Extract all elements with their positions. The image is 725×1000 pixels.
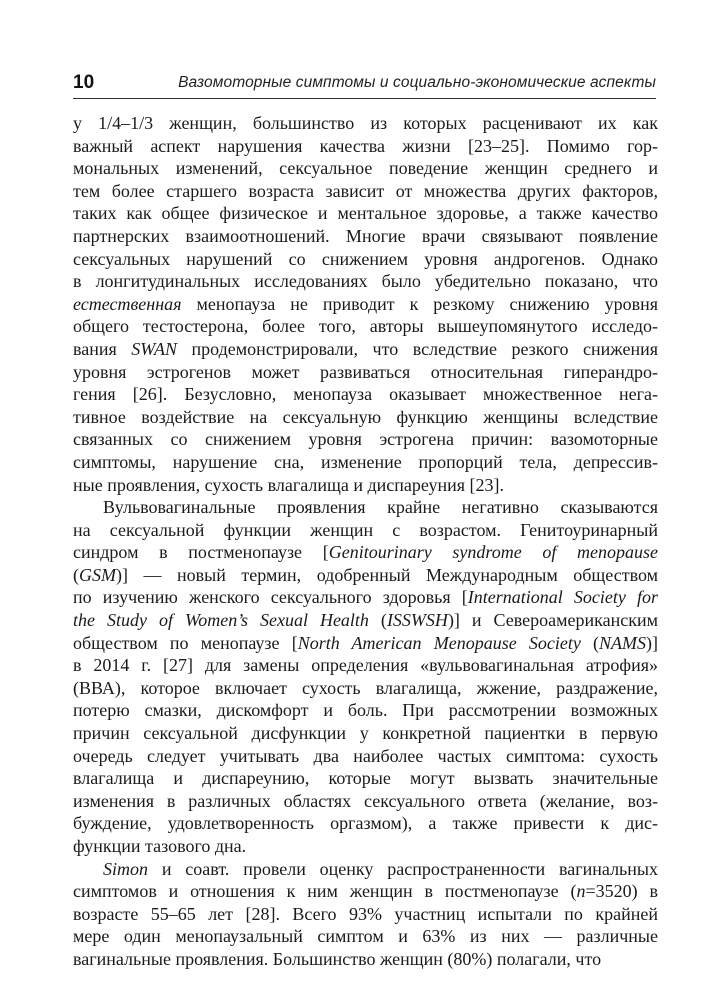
text-line bbox=[73, 880, 658, 903]
text-line bbox=[73, 835, 658, 858]
text-run: ные проявления, сухость влагалища и диспареуния [23]. bbox=[73, 474, 504, 495]
italic-text: NAMS bbox=[599, 632, 646, 653]
text-line bbox=[73, 361, 658, 384]
text-line bbox=[73, 180, 658, 203]
text-line bbox=[73, 564, 658, 587]
body-text bbox=[73, 112, 658, 971]
text-line bbox=[73, 451, 658, 474]
text-run: общего тестостерона, более того, авторы вышеупомянутого исследо- bbox=[73, 316, 658, 337]
text-run: )] bbox=[646, 632, 658, 653]
text-run: обществом по менопаузе [ bbox=[73, 632, 298, 653]
text-run: уровня эстрогенов может развиваться относительная гиперандро- bbox=[73, 361, 658, 382]
text-line bbox=[73, 586, 658, 609]
text-run: мере один менопаузальный симптом и 63% из них — различные bbox=[73, 926, 658, 947]
text-run: в лонгитудинальных исследованиях было убедительно показано, что bbox=[73, 271, 658, 292]
italic-text: Simon bbox=[103, 858, 148, 879]
text-run: сексуальных нарушений со снижением уровня андрогенов. Однако bbox=[73, 248, 658, 269]
text-line bbox=[73, 293, 658, 316]
text-run: продемонстрировали, что вследствие резкого снижения bbox=[177, 338, 658, 359]
text-line bbox=[73, 225, 658, 248]
text-run: синдром в постменопаузе [ bbox=[73, 542, 329, 563]
text-line bbox=[73, 677, 658, 700]
text-line bbox=[73, 632, 658, 655]
text-run: партнерских взаимоотношений. Многие врачи связывают появление bbox=[73, 225, 658, 246]
text-line bbox=[73, 812, 658, 835]
text-line bbox=[73, 790, 658, 813]
text-run: причин сексуальной дисфункции у конкретной пациентки в первую bbox=[73, 723, 658, 744]
italic-text: the Study of Women’s Sexual Health bbox=[73, 610, 369, 631]
text-run: таких как общее физическое и ментальное здоровье, а также качество bbox=[73, 203, 658, 224]
text-line bbox=[73, 406, 658, 429]
text-run: и соавт. провели оценку распространенности вагинальных bbox=[148, 858, 658, 879]
text-run: симптомы, нарушение сна, изменение пропорций тела, депрессив- bbox=[73, 451, 658, 472]
italic-text: North American Menopause Society bbox=[297, 632, 581, 653]
text-run: ( bbox=[368, 610, 387, 631]
text-run: гения [26]. Безусловно, менопауза оказывает множественное нега- bbox=[73, 384, 658, 405]
text-line bbox=[73, 112, 658, 135]
text-run: вания bbox=[73, 338, 132, 359]
text-run: )] — новый термин, одобренный Международным обществом bbox=[116, 564, 658, 585]
paragraph bbox=[73, 112, 658, 496]
text-line bbox=[73, 338, 658, 361]
text-run: тем более старшего возраста зависит от множества других факторов, bbox=[73, 180, 658, 201]
text-run: симптомов и отношения к ним женщин в постменопаузе ( bbox=[73, 881, 577, 902]
text-line bbox=[73, 428, 658, 451]
text-run: мональных изменений, сексуальное поведение женщин среднего и bbox=[73, 158, 658, 179]
text-run: потерю смазки, дискомфорт и боль. При рассмотрении возможных bbox=[73, 700, 658, 721]
italic-text: естественная bbox=[73, 293, 182, 314]
text-line bbox=[73, 315, 658, 338]
text-line bbox=[73, 474, 658, 497]
text-line bbox=[73, 925, 658, 948]
text-run: ( bbox=[73, 564, 79, 585]
header-rule bbox=[73, 98, 656, 99]
text-run: по изучению женского сексуального здоровья [ bbox=[73, 587, 468, 608]
text-line bbox=[73, 202, 658, 225]
italic-text: SWAN bbox=[131, 338, 178, 359]
page-header bbox=[73, 66, 656, 98]
text-line bbox=[73, 654, 658, 677]
italic-text: International Society for bbox=[467, 587, 658, 608]
running-title: Вазомоторные симптомы и социально-экономические аспекты bbox=[178, 74, 656, 91]
text-line bbox=[73, 903, 658, 926]
text-run: возрасте 55–65 лет [28]. Всего 93% участниц испытали по крайней bbox=[73, 903, 658, 924]
text-line bbox=[73, 767, 658, 790]
text-run: ( bbox=[580, 632, 599, 653]
page-number: 10 bbox=[73, 72, 95, 93]
text-run: (ВВА), которое включает сухость влагалища, жжение, раздражение, bbox=[73, 677, 658, 698]
paragraph bbox=[73, 858, 658, 971]
text-run: =3520) в bbox=[585, 881, 658, 902]
text-run: связанных со снижением уровня эстрогена причин: вазомоторные bbox=[73, 429, 658, 450]
paragraph bbox=[73, 496, 658, 858]
italic-text: ISSWSH bbox=[386, 610, 448, 631]
text-line bbox=[73, 699, 658, 722]
text-run: )] и Североамериканским bbox=[447, 610, 658, 631]
text-line bbox=[73, 609, 658, 632]
text-run: буждение, удовлетворенность оргазмом), а также привести к дис- bbox=[73, 813, 658, 834]
text-run: тивное воздействие на сексуальную функцию женщины вследствие bbox=[73, 406, 658, 427]
text-line bbox=[73, 722, 658, 745]
text-run: изменения в различных областях сексуального ответа (желание, воз- bbox=[73, 790, 658, 811]
text-line bbox=[73, 270, 658, 293]
text-run: вагинальные проявления. Большинство женщин (80%) полагали, что bbox=[73, 948, 602, 969]
text-run: влагалища и диспареунию, которые могут вызвать значительные bbox=[73, 768, 658, 789]
text-line bbox=[73, 519, 658, 542]
text-run: на сексуальной функции женщин с возрастом. Генитоуринарный bbox=[73, 519, 658, 540]
text-line bbox=[73, 541, 658, 564]
text-line bbox=[73, 135, 658, 158]
text-run: очередь следует учитывать два наиболее частых симптома: сухость bbox=[73, 745, 658, 766]
italic-text: n bbox=[576, 881, 586, 902]
text-run: менопауза не приводит к резкому снижению уровня bbox=[181, 293, 658, 314]
italic-text: GSM bbox=[79, 564, 116, 585]
text-line bbox=[73, 248, 658, 271]
text-run: функции тазового дна. bbox=[73, 836, 247, 856]
text-line bbox=[73, 496, 658, 519]
italic-text: Genitourinary syndrome of menopause bbox=[328, 542, 658, 563]
text-line bbox=[73, 383, 658, 406]
text-line bbox=[73, 745, 658, 768]
text-line bbox=[73, 858, 658, 881]
text-run: у 1/4–1/3 женщин, большинство из которых расценивают их как bbox=[73, 113, 658, 133]
text-line bbox=[73, 157, 658, 180]
text-run: важный аспект нарушения качества жизни [23–25]. Помимо гор- bbox=[73, 135, 658, 156]
text-run: в 2014 г. [27] для замены определения «вульвовагинальная атрофия» bbox=[73, 655, 658, 676]
text-run: Вульвовагинальные проявления крайне негативно сказываются bbox=[103, 497, 658, 518]
text-line bbox=[73, 948, 658, 971]
